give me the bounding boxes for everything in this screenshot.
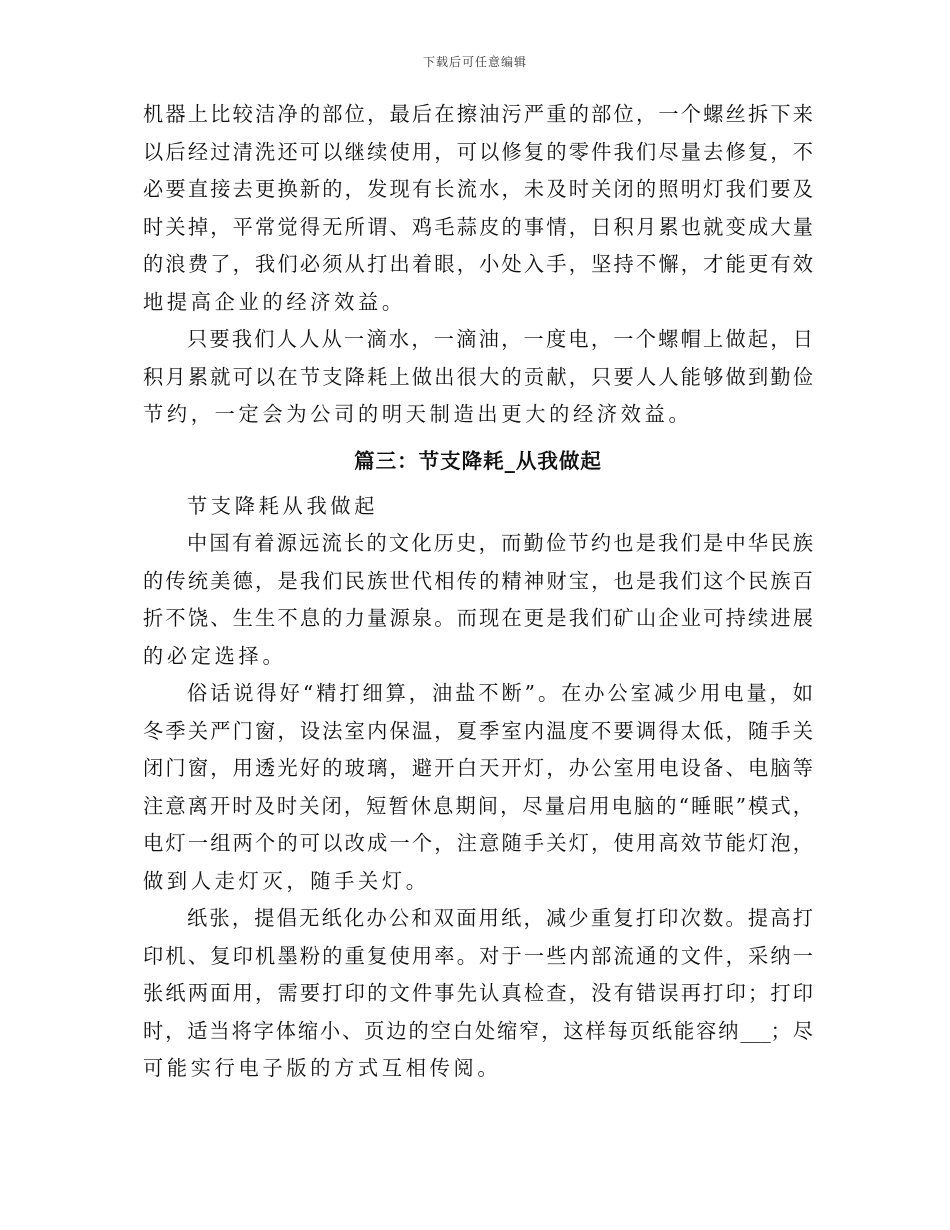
page-header: 下载后可任意编辑 — [422, 55, 527, 69]
text-line: 纸张，提倡无纸化办公和双面用纸，减少重复打印次数。提高打 — [187, 906, 813, 930]
text-line: 中国有着源远流长的文化历史，而勤俭节约也是我们是中华民族 — [187, 531, 813, 555]
section-heading: 篇三：节支降耗_从我做起 — [354, 448, 602, 473]
paragraph-4 — [143, 675, 813, 900]
paragraph-3 — [143, 525, 813, 675]
text-line: 做到人走灯灭，随手关灯。 — [143, 868, 430, 893]
text-line: 可能实行电子版的方式互相传阅。 — [143, 1056, 502, 1080]
text-line: 只要我们人人从一滴水，一滴油，一度电，一个螺帽上做起，日 — [187, 327, 813, 351]
paragraph-1 — [143, 96, 813, 321]
text-line: 必要直接去更换新的，发现有长流水，未及时关闭的照明灯我们要及 — [143, 177, 813, 201]
paragraph-2 — [143, 321, 813, 434]
text-line: 时关掉，平常觉得无所谓、鸡毛蒜皮的事情，日积月累也就变成大量 — [143, 214, 813, 239]
paragraph-5 — [143, 900, 813, 1088]
section-subtitle: 节支降耗从我做起 — [187, 493, 379, 518]
text-line: 节约，一定会为公司的明天制造出更大的经济效益。 — [143, 402, 693, 426]
text-line: 张纸两面用，需要打印的文件事先认真检查，没有错误再打印；打印 — [143, 981, 813, 1005]
text-line: 注意离开时及时关闭，短暂休息期间，尽量启用电脑的“睡眠”模式， — [143, 793, 813, 818]
text-line: 以后经过清洗还可以继续使用，可以修复的零件我们尽量去修复，不 — [143, 139, 813, 164]
text-line: 折不饶、生生不息的力量源泉。而现在更是我们矿山企业可持续进展 — [143, 606, 813, 630]
text-line: 的浪费了，我们必须从打出着眼，小处入手，坚持不懈，才能更有效 — [143, 252, 813, 276]
text-line: 闭门窗，用透光好的玻璃，避开白天开灯，办公室用电设备、电脑等 — [143, 756, 813, 780]
text-line: 电灯一组两个的可以改成一个，注意随手关灯，使用高效节能灯泡， — [143, 831, 813, 855]
text-line: 印机、复印机墨粉的重复使用率。对于一些内部流通的文件，采纳一 — [143, 943, 813, 968]
text-line: 的必定选择。 — [143, 643, 287, 668]
text-line: 地提高企业的经济效益。 — [143, 289, 406, 314]
text-line: 时，适当将字体缩小、页边的空白处缩窄，这样每页纸能容纳___；尽 — [143, 1018, 813, 1043]
text-line: 俗话说得好“精打细算，油盐不断”。在办公室减少用电量，如 — [187, 681, 813, 705]
text-line: 积月累就可以在节支降耗上做出很大的贡献，只要人人能够做到勤俭 — [143, 364, 813, 389]
document-body — [143, 96, 813, 1088]
text-line: 机器上比较洁净的部位，最后在擦油污严重的部位，一个螺丝拆下来 — [143, 102, 813, 126]
text-line: 的传统美德，是我们民族世代相传的精神财宝，也是我们这个民族百 — [143, 568, 813, 593]
text-line: 冬季关严门窗，设法室内保温，夏季室内温度不要调得太低，随手关 — [143, 718, 813, 743]
